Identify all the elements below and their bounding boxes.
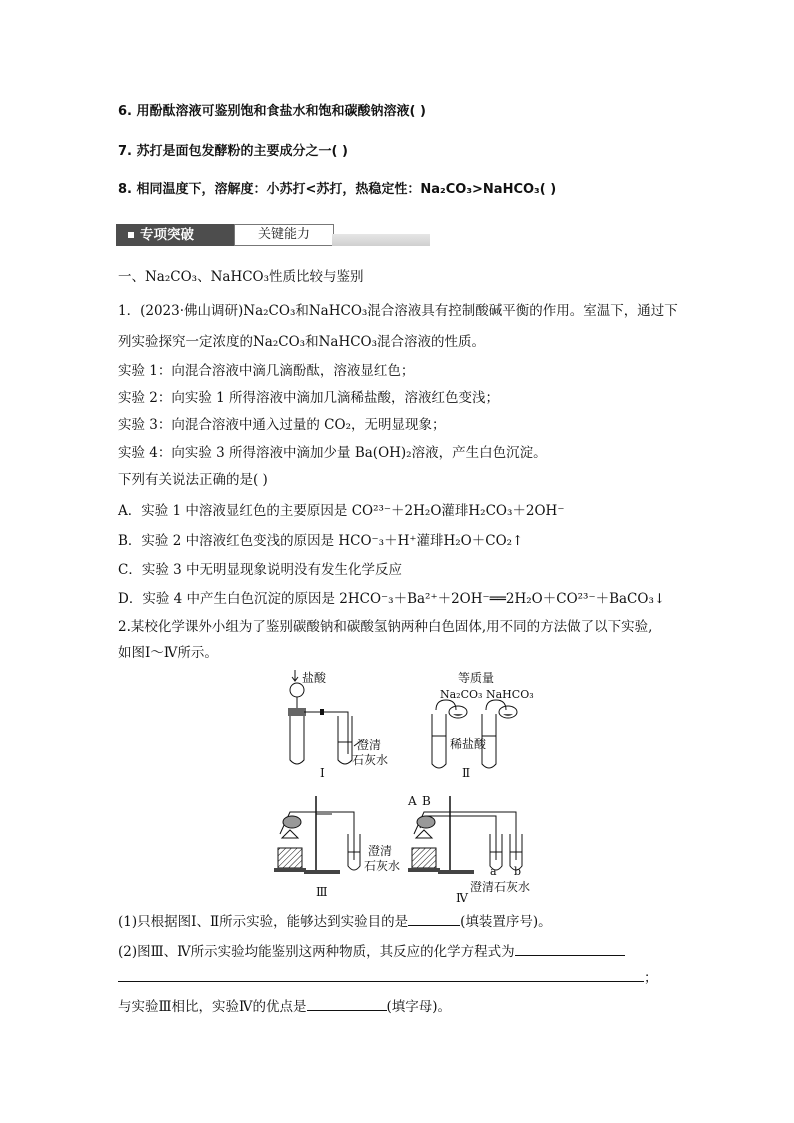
label-a: a bbox=[490, 865, 497, 878]
q1-option-c: C．实验 3 中无明显现象说明没有发生化学反应 bbox=[118, 562, 403, 578]
q1-option-b: B．实验 2 中溶液红色变浅的原因是 HCO⁻₃＋H⁺灌琲H₂O＋CO₂↑ bbox=[118, 533, 524, 549]
q2-part3 bbox=[118, 997, 451, 1016]
section-title: 一、Na₂CO₃、NaHCO₃性质比较与鉴别 bbox=[118, 269, 364, 285]
label-equal-mass: 等质量 bbox=[458, 671, 495, 685]
label-limewater-4: 澄清石灰水 bbox=[470, 880, 531, 894]
q2-part1 bbox=[118, 912, 552, 931]
q2-part2-line2 bbox=[118, 968, 658, 987]
label-na2co3: Na₂CO₃ bbox=[440, 688, 483, 701]
q1-exp4: 实验 4：向实验 3 所得溶液中滴加少量 Ba(OH)₂溶液，产生白色沉淀。 bbox=[118, 445, 547, 461]
judge-item-8: 8. 相同温度下，溶解度：小苏打<苏打，热稳定性：Na₂CO₃>NaHCO₃( ) bbox=[118, 182, 557, 197]
label-b: b bbox=[514, 865, 522, 878]
banner-rule bbox=[332, 234, 430, 246]
q2-part2 bbox=[118, 942, 625, 961]
q1-exp2: 实验 2：向实验 1 所得溶液中滴加几滴稀盐酸，溶液红色变浅； bbox=[118, 390, 500, 406]
label-A: A bbox=[408, 794, 417, 808]
square-icon bbox=[128, 232, 134, 238]
q1-exp1: 实验 1：向混合溶液中滴几滴酚酞，溶液显红色； bbox=[118, 363, 415, 379]
q1-stem-line1: 1．(2023·佛山调研)Na₂CO₃和NaHCO₃混合溶液具有控制酸碱平衡的作用。室温下，通过下 bbox=[118, 303, 678, 319]
banner-title bbox=[116, 224, 234, 246]
banner-title-text: 专项突破 bbox=[140, 227, 194, 243]
q2-part2-end: ； bbox=[644, 970, 658, 986]
label-limewater-1b: 石灰水 bbox=[352, 753, 389, 767]
label-limewater-3a: 澄清 bbox=[368, 844, 393, 858]
q1-exp3: 实验 3：向混合溶液中通入过量的 CO₂，无明显现象； bbox=[118, 417, 446, 433]
q1-option-d: D．实验 4 中产生白色沉淀的原因是 2HCO⁻₃＋Ba²⁺＋2OH⁻══2H₂O＋CO²³⁻＋BaCO₃↓ bbox=[118, 591, 666, 607]
q2-stem-line1: 2.某校化学课外小组为了鉴别碳酸钠和碳酸氢钠两种白色固体,用不同的方法做了以下实验, bbox=[118, 619, 653, 635]
judge-item-6: 6. 用酚酞溶液可鉴别饱和食盐水和饱和碳酸钠溶液( ) bbox=[118, 104, 426, 119]
q2-part2-text: (2)图Ⅲ、Ⅳ所示实验均能鉴别这两种物质，其反应的化学方程式为 bbox=[118, 944, 515, 960]
section-banner bbox=[116, 222, 430, 248]
answer-blank-2[interactable] bbox=[515, 942, 625, 956]
figure-number-2: Ⅱ bbox=[462, 766, 471, 780]
label-nahco3: NaHCO₃ bbox=[486, 688, 534, 701]
label-hcl: 盐酸 bbox=[302, 671, 327, 685]
apparatus-figure-2 bbox=[428, 690, 528, 774]
q2-part1-text: (1)只根据图Ⅰ、Ⅱ所示实验，能够达到实验目的是 bbox=[118, 914, 409, 930]
q2-stem-line2: 如图Ⅰ～Ⅳ所示。 bbox=[118, 645, 218, 661]
q2-part3-suffix: (填字母)。 bbox=[386, 999, 452, 1015]
q1-option-a: A．实验 1 中溶液显红色的主要原因是 CO²³⁻＋2H₂O灌琲H₂CO₃＋2OH⁻ bbox=[118, 503, 565, 519]
banner-subtitle: 关键能力 bbox=[234, 224, 334, 246]
figure-number-1: Ⅰ bbox=[320, 766, 325, 780]
label-limewater-1a: 澄清 bbox=[357, 738, 382, 752]
label-dilute-hcl: 稀盐酸 bbox=[450, 737, 487, 751]
label-limewater-3b: 石灰水 bbox=[364, 859, 401, 873]
answer-blank-1[interactable] bbox=[408, 912, 460, 926]
figure-number-3: Ⅲ bbox=[316, 885, 328, 899]
figure-number-4: Ⅳ bbox=[456, 891, 468, 905]
q1-ask: 下列有关说法正确的是( ) bbox=[118, 472, 268, 488]
answer-blank-3[interactable] bbox=[118, 968, 644, 982]
q2-part3-text: 与实验Ⅲ相比，实验Ⅳ的优点是 bbox=[118, 999, 307, 1015]
q1-stem-line2: 列实验探究一定浓度的Na₂CO₃和NaHCO₃混合溶液的性质。 bbox=[118, 334, 486, 350]
label-B: B bbox=[422, 794, 431, 808]
judge-item-7: 7. 苏打是面包发酵粉的主要成分之一( ) bbox=[118, 144, 348, 159]
q2-part1-suffix: (填装置序号)。 bbox=[460, 914, 552, 930]
answer-blank-4[interactable] bbox=[307, 997, 387, 1011]
